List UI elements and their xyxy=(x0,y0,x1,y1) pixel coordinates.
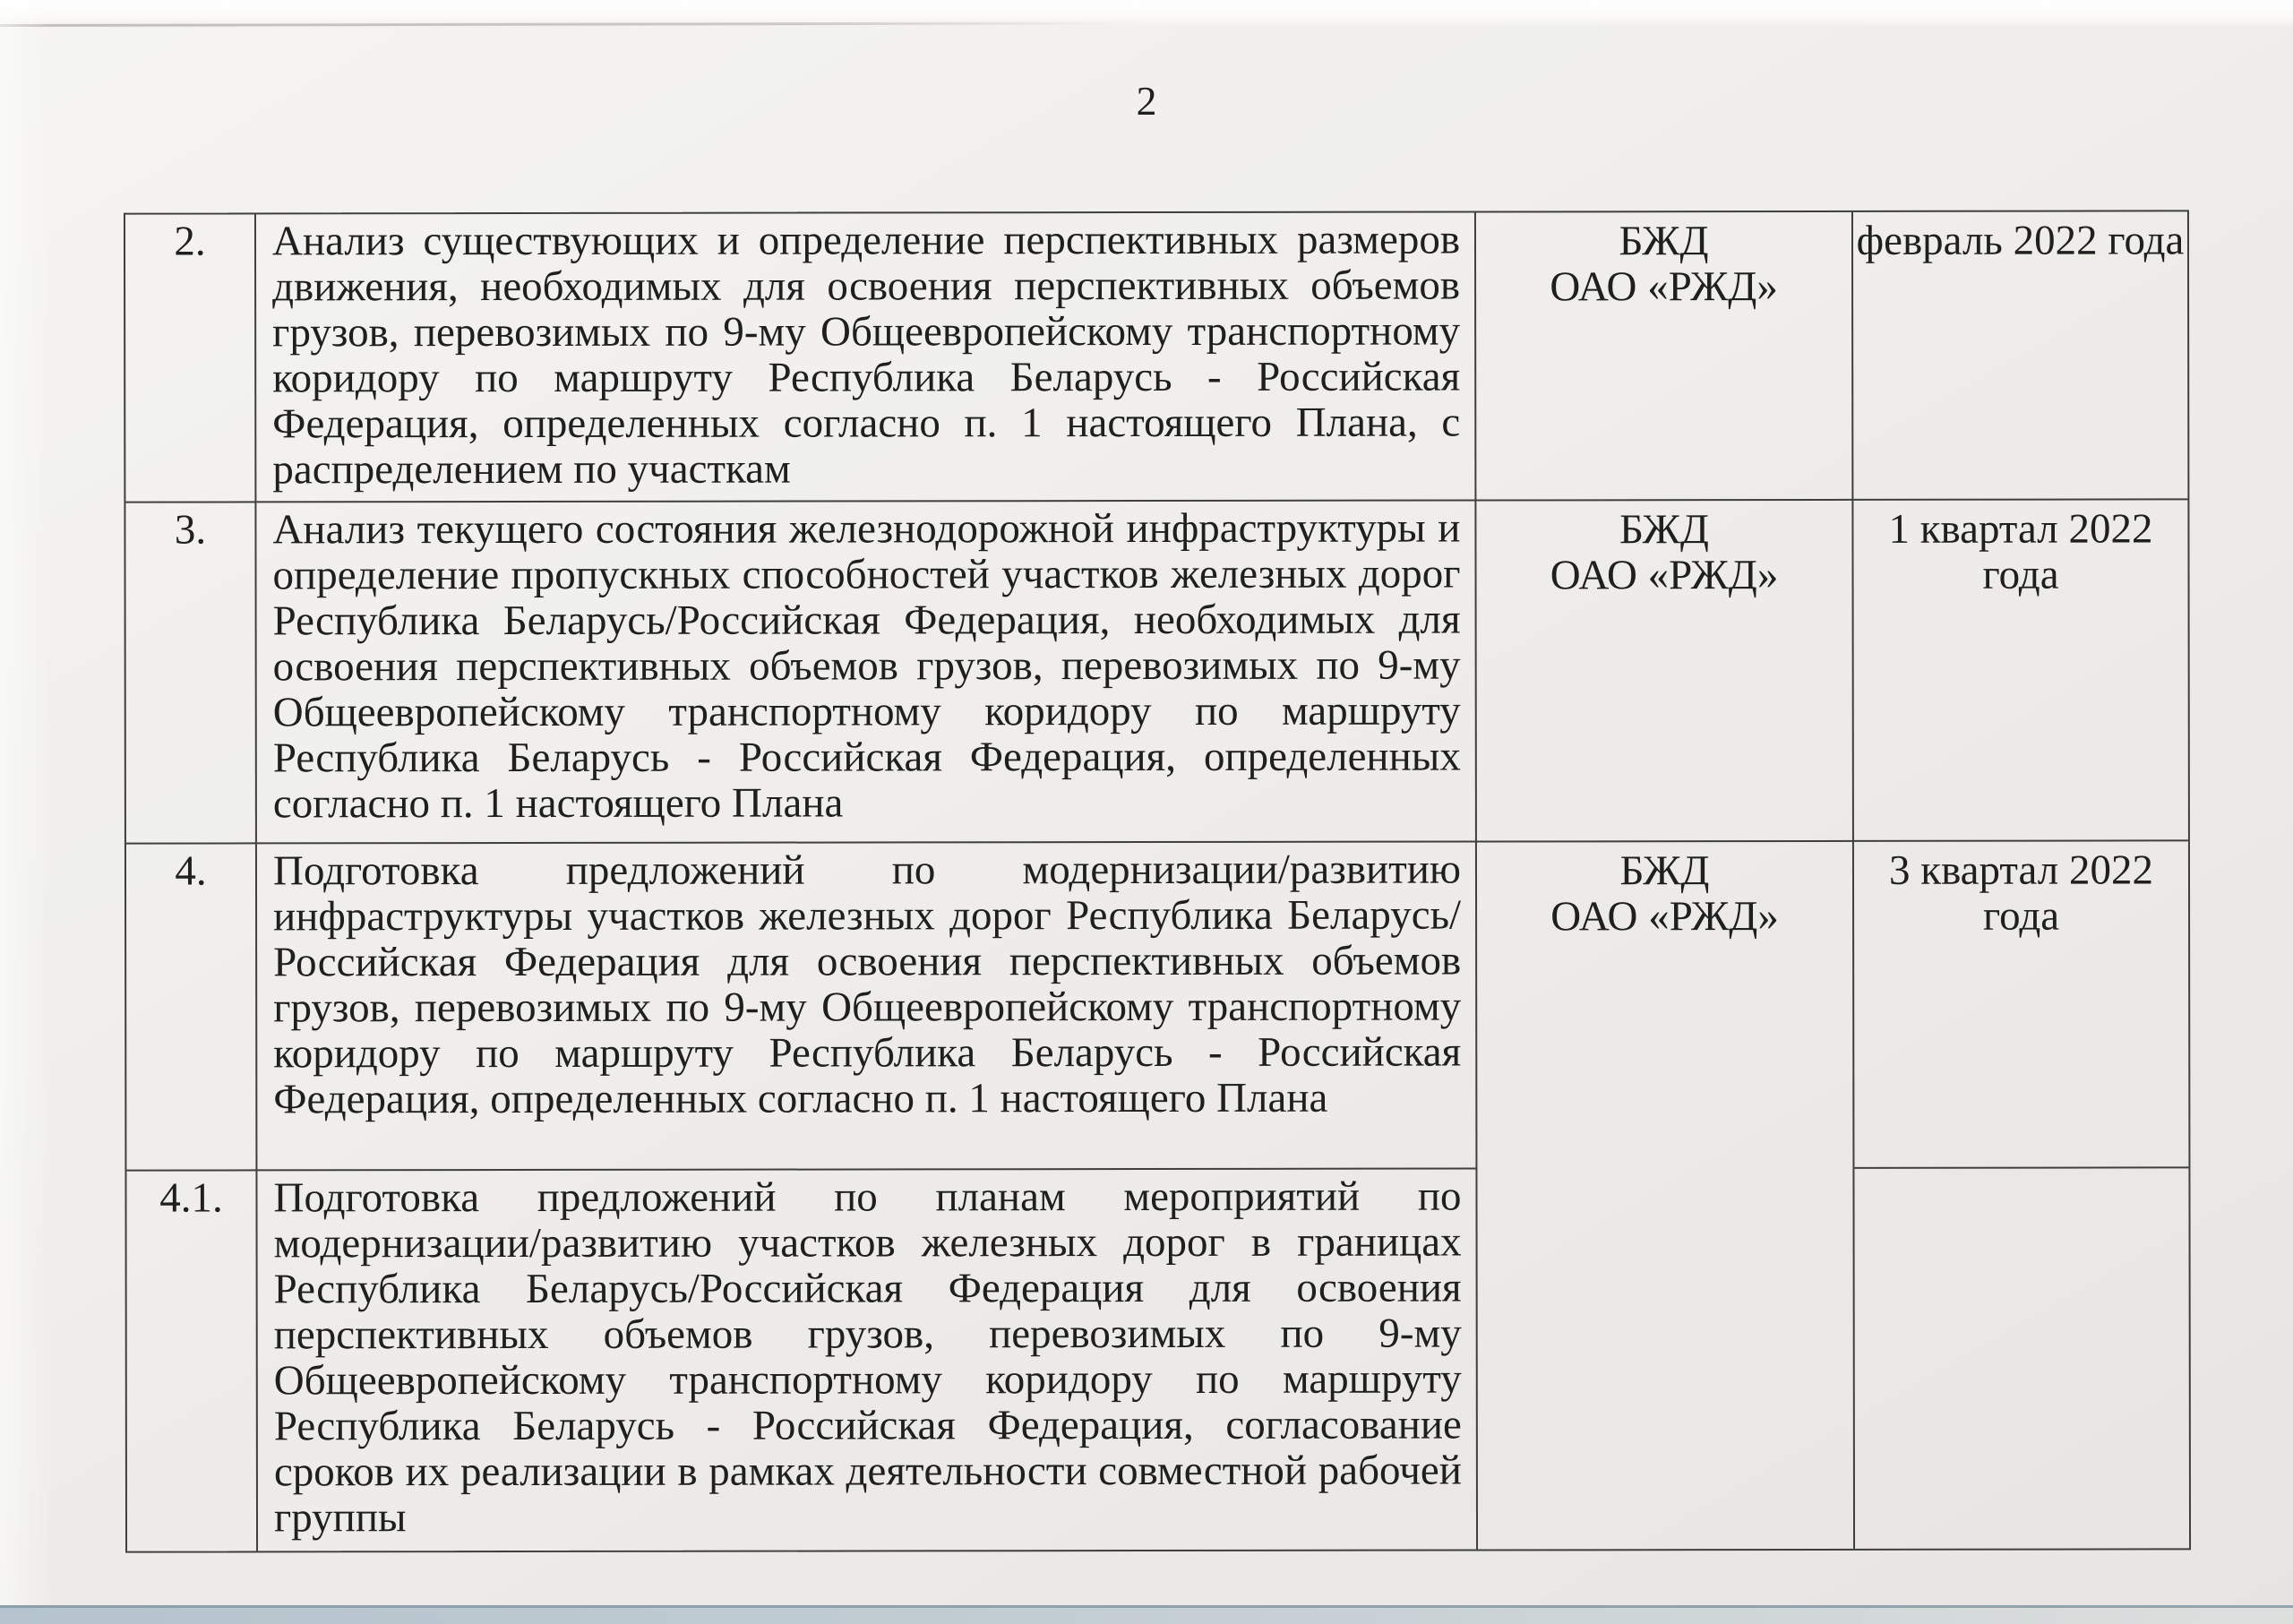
plan-table xyxy=(124,210,2191,1552)
row-4-1-activity-cell: Подготовка предложений по планам мероприятий по модернизации/развитию участков железных дорог в границах Республика Беларусь/Российская Федерация для освоения перспективных объемов грузов, перевозимых по 9-му Общеевропейскому транспортному коридору по маршруту Республика Беларусь - Российская Федерация, согласование сроков их реализации в рамках деятельности совместной рабочей группы xyxy=(257,1170,1478,1551)
row-4-responsible-cell-merged: БЖД ОАО «РЖД» xyxy=(1477,842,1855,1550)
scan-left-edge xyxy=(0,0,52,1621)
row-3-deadline-cell: 1 квартал 2022 года xyxy=(1853,500,2188,842)
row-4-number-cell: 4. xyxy=(126,844,258,1171)
row-3-number-cell: 3. xyxy=(125,503,257,844)
row-4-activity-cell: Подготовка предложений по модернизации/развитию инфраструктуры участков железных дорог Республика Беларусь/Российская Федерация для освоения перспективных объемов грузов, перевозимых по 9-му Общеевропейскому транспортному коридору по маршруту Республика Беларусь - Российская Федерация, определенных согласно п. 1 настоящего Плана xyxy=(257,843,1478,1172)
row-4-1-number-cell: 4.1. xyxy=(126,1171,258,1551)
row-2-deadline-cell: февраль 2022 года xyxy=(1853,211,2187,501)
row-4-1-deadline-cell-empty xyxy=(1854,1168,2189,1549)
page-number: 2 xyxy=(1136,78,1157,124)
row-2-activity-cell: Анализ существующих и определение перспективных размеров движения, необходимых для освоения перспективных объемов грузов, перевозимых по 9-му Общеевропейскому транспортному коридору по маршруту Республика Беларусь - Российская Федерация, определенных согласно п. 1 настоящего Плана, с распределением по участкам xyxy=(256,213,1476,503)
scan-top-edge xyxy=(0,0,2293,25)
row-3-activity-cell: Анализ текущего состояния железнодорожной инфраструктуры и определение пропускных способностей участков железных дорог Республика Беларусь/Российская Федерация, необходимых для освоения перспективных объемов грузов, перевозимых по 9-му Общеевропейскому транспортному коридору по маршруту Республика Беларусь - Российская Федерация, определенных согласно п. 1 настоящего Плана xyxy=(256,502,1477,845)
row-2-number-cell: 2. xyxy=(125,214,256,503)
row-4-deadline-cell: 3 квартал 2022 года xyxy=(1854,841,2189,1169)
row-3-responsible-cell: БЖД ОАО «РЖД» xyxy=(1476,501,1854,843)
row-2-responsible-cell: БЖД ОАО «РЖД» xyxy=(1476,212,1853,502)
